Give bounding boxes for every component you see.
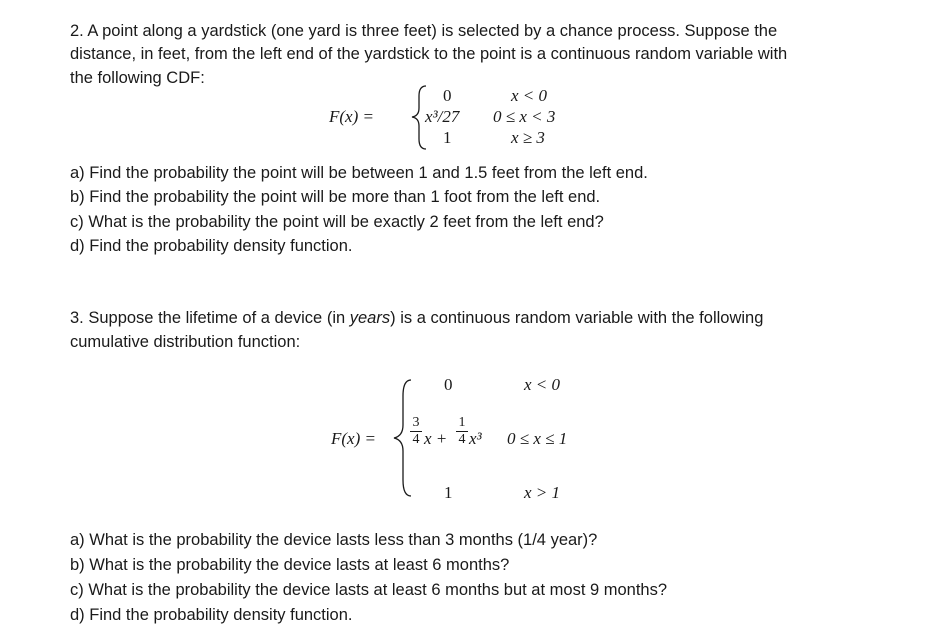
- problem3-case3-condition: x > 1: [524, 483, 561, 502]
- problem3-question-a: a) What is the probability the device lasts less than 3 months (1/4 year)?: [70, 531, 598, 549]
- problem2-case1-condition: x < 0: [511, 86, 548, 105]
- problem2-question-b: b) Find the probability the point will be more than 1 foot from the left end.: [70, 188, 601, 206]
- problem3-frac-three-fourths: 3 4: [410, 416, 422, 447]
- problem2-intro-line3: the following CDF:: [70, 69, 205, 87]
- problem3-question-d: d) Find the probability density function.: [70, 606, 353, 624]
- problem3-case1-condition: x < 0: [524, 375, 561, 394]
- problem2-question-c: c) What is the probability the point will be exactly 2 feet from the left end?: [70, 213, 604, 231]
- problem2-case3-condition: x ≥ 3: [511, 128, 545, 147]
- problem2-case2-value: x³/27: [425, 107, 460, 126]
- problem2-case2-condition: 0 ≤ x < 3: [493, 107, 556, 126]
- problem2-intro-line2: distance, in feet, from the left end of the yardstick to the point is a continuous random variable with: [70, 45, 788, 63]
- problem2-case3-value: 1: [443, 128, 452, 147]
- problem2-intro-line1: 2. A point along a yardstick (one yard is three feet) is selected by a chance process. Suppose the: [70, 22, 778, 40]
- problem2-left-brace: [412, 86, 426, 149]
- problem3-case3-value: 1: [444, 483, 453, 502]
- problem2-cdf-lhs: F(x) =: [329, 107, 374, 126]
- problem2-case1-value: 0: [443, 86, 452, 105]
- problem3-case2-condition: 0 ≤ x ≤ 1: [507, 429, 568, 448]
- problem3-intro-line1: 3. Suppose the lifetime of a device (in years) is a continuous random variable with the following: [70, 309, 764, 327]
- problem3-case1-value: 0: [444, 375, 453, 394]
- problem3-years-italic: years: [349, 309, 391, 327]
- problem3-question-c: c) What is the probability the device lasts at least 6 months but at most 9 months?: [70, 581, 668, 599]
- problem3-cdf-lhs: F(x) =: [331, 429, 376, 448]
- problem2-question-a: a) Find the probability the point will be between 1 and 1.5 feet from the left end.: [70, 164, 648, 182]
- problem3-x-cubed: x³: [469, 429, 482, 448]
- problem3-question-b: b) What is the probability the device lasts at least 6 months?: [70, 556, 510, 574]
- problem3-frac-one-fourth: 1 4: [456, 416, 468, 447]
- problem3-left-brace: [394, 380, 411, 496]
- problem3-x-plus: x +: [424, 429, 448, 448]
- problem2-question-d: d) Find the probability density function.: [70, 237, 353, 255]
- problem3-intro-line2: cumulative distribution function:: [70, 333, 301, 351]
